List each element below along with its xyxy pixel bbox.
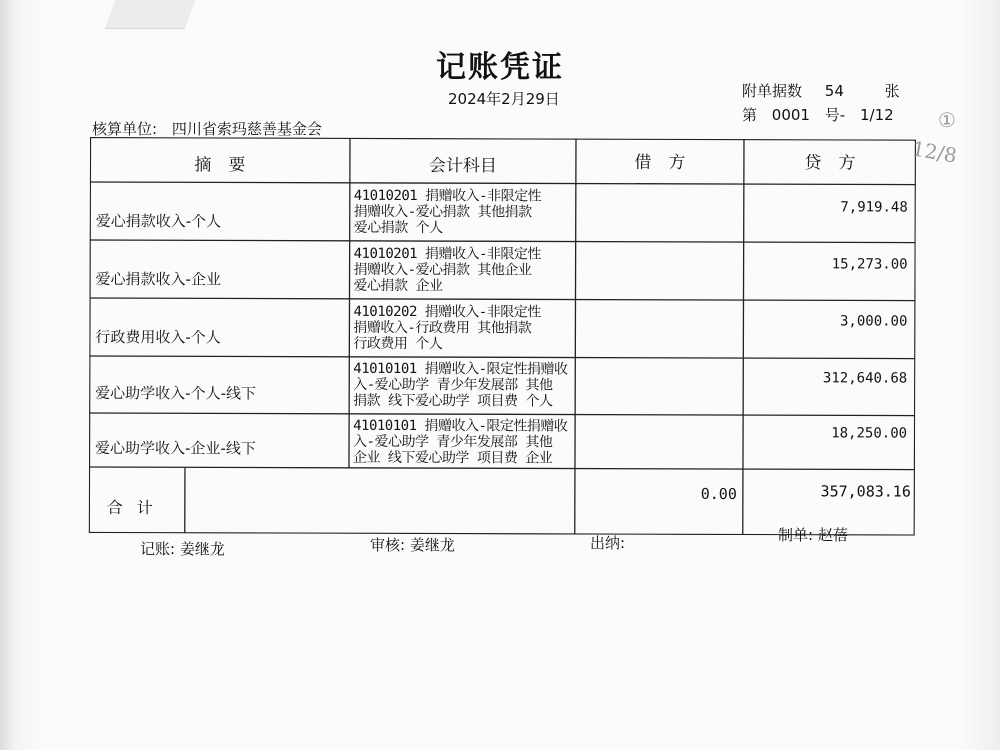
voucher-number-value: 0001 bbox=[771, 106, 810, 124]
total-debit: 0.00 bbox=[700, 484, 737, 504]
row-credit: 15,273.00 bbox=[831, 256, 908, 273]
attachments-count: 54 bbox=[824, 82, 844, 100]
bookkeeper-name: 姜继龙 bbox=[179, 540, 225, 558]
cashier-label: 出纳: bbox=[590, 534, 626, 552]
header-account: 会计科目 bbox=[428, 156, 497, 177]
header-summary: 摘 要 bbox=[194, 155, 246, 176]
reviewer-label: 审核: bbox=[370, 536, 406, 554]
voucher-number bbox=[742, 104, 894, 125]
bookkeeper-label: 记账: bbox=[140, 540, 176, 558]
handwritten-note-date: 12/8 bbox=[910, 136, 959, 168]
row-credit: 7,919.48 bbox=[840, 199, 908, 216]
paper-fold bbox=[105, 0, 196, 29]
reviewer-signature bbox=[370, 534, 455, 555]
row-account: 41010201 捐赠收入-非限定性 捐赠收入-爱心捐款 其他捐款 爱心捐款 个人 bbox=[353, 187, 542, 237]
accounting-unit-label: 核算单位: bbox=[92, 120, 158, 138]
header-debit: 借 方 bbox=[634, 152, 686, 173]
total-label: 合计 bbox=[106, 498, 167, 518]
preparer-signature bbox=[778, 524, 848, 545]
voucher-suffix: 号- bbox=[824, 106, 846, 124]
row-summary: 爱心助学收入-个人-线下 bbox=[95, 384, 257, 403]
voucher-table bbox=[89, 137, 916, 536]
row-summary: 行政费用收入-个人 bbox=[95, 328, 221, 347]
attachments-info bbox=[742, 80, 900, 101]
row-credit: 18,250.00 bbox=[831, 425, 908, 442]
handwritten-note-circle: ① bbox=[938, 108, 956, 132]
total-credit: 357,083.16 bbox=[820, 482, 911, 501]
row-summary: 爱心捐款收入-个人 bbox=[95, 212, 222, 231]
row-account: 41010201 捐赠收入-非限定性 捐赠收入-爱心捐款 其他企业 爱心捐款 企业 bbox=[353, 245, 541, 295]
accounting-unit bbox=[92, 118, 322, 139]
reviewer-name: 姜继龙 bbox=[409, 536, 455, 554]
row-account: 41010101 捐赠收入-限定性捐赠收 入-爱心助学 青少年发展部 其他 捐款 线下爱心助学 项目费 个人 bbox=[353, 360, 568, 410]
bookkeeper-signature bbox=[140, 538, 225, 559]
voucher-title: 记账凭证 bbox=[436, 50, 564, 85]
row-summary: 爱心捐款收入-企业 bbox=[95, 270, 222, 289]
preparer-label: 制单: bbox=[778, 526, 814, 544]
voucher-date: 2024年2月29日 bbox=[448, 90, 560, 108]
attachments-unit: 张 bbox=[884, 82, 900, 100]
preparer-name: 赵蓓 bbox=[817, 526, 848, 544]
accounting-unit-value: 四川省索玛慈善基金会 bbox=[171, 120, 322, 138]
row-credit: 3,000.00 bbox=[839, 313, 908, 330]
row-credit: 312,640.68 bbox=[822, 370, 908, 387]
row-summary: 爱心助学收入-企业-线下 bbox=[94, 439, 256, 458]
voucher-page: 1/12 bbox=[859, 106, 894, 124]
voucher-prefix: 第 bbox=[742, 106, 758, 124]
header-credit: 贷 方 bbox=[804, 153, 856, 174]
attachments-label: 附单据数 bbox=[742, 82, 803, 100]
cashier-signature bbox=[590, 532, 625, 553]
row-account: 41010101 捐赠收入-限定性捐赠收 入-爱心助学 青少年发展部 其他 企业 线下爱心助学 项目费 企业 bbox=[352, 417, 568, 467]
row-account: 41010202 捐赠收入-非限定性 捐赠收入-行政费用 其他捐款 行政费用 个人 bbox=[353, 303, 541, 353]
